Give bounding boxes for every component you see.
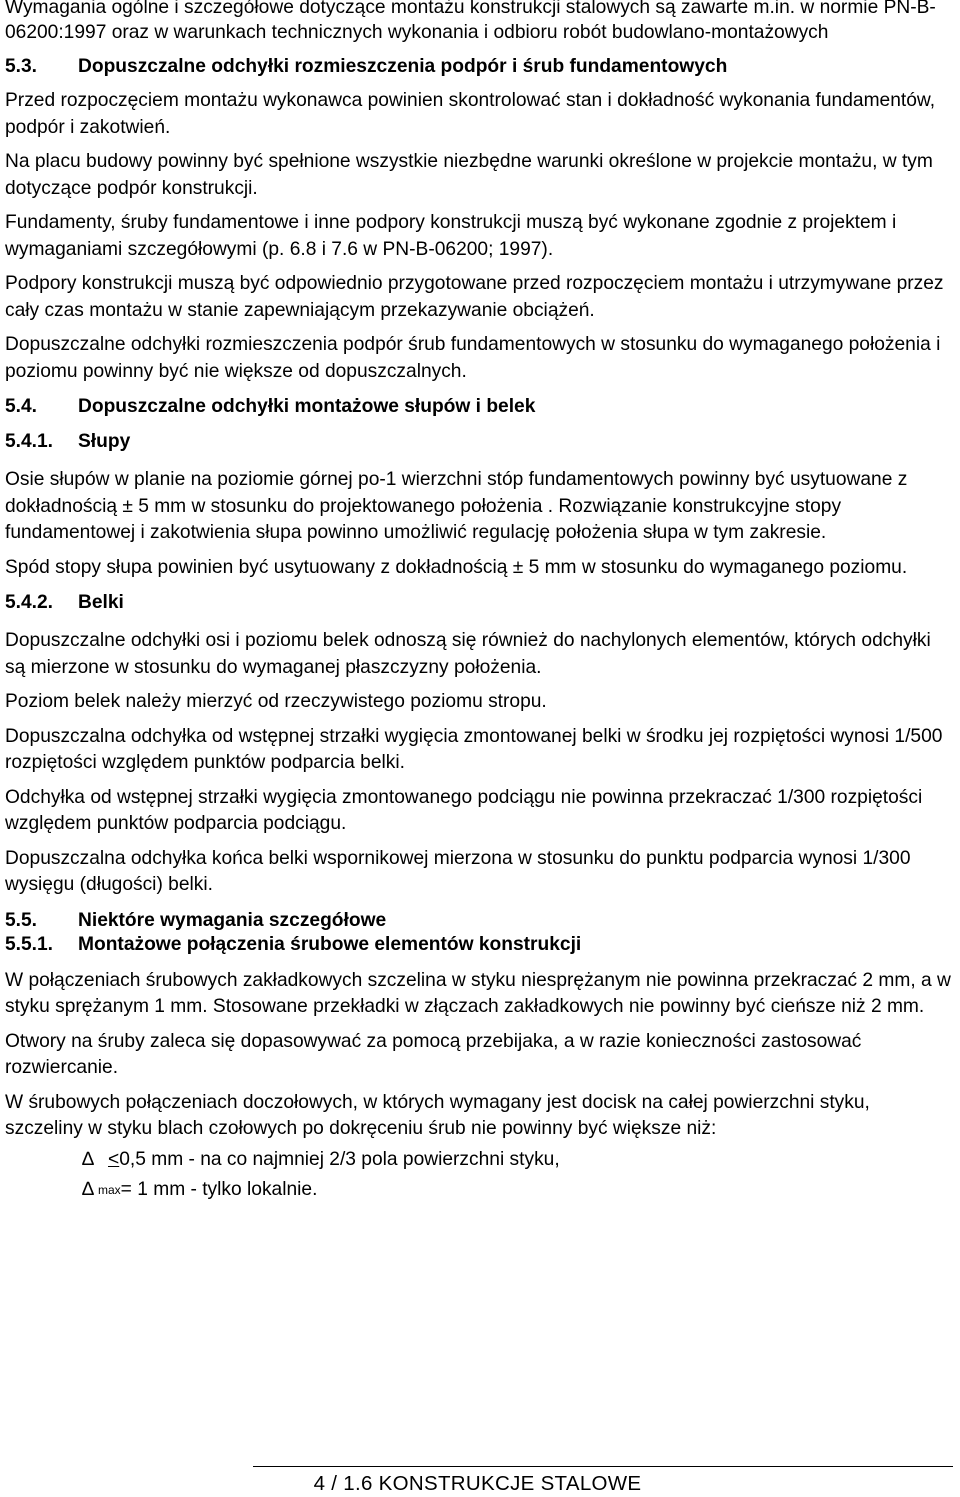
less-equal-sign: < <box>108 1148 120 1170</box>
heading-5-5 <box>5 907 953 934</box>
tolerance-text: 0,5 mm - na co najmniej 2/3 pola powierzchni styku, <box>119 1148 560 1170</box>
paragraph: Spód stopy słupa powinien być usytuowany z dokładnością ± 5 mm w stosunku do wymaganego poziomu. <box>5 556 908 578</box>
paragraph: Na placu budowy powinny być spełnione wszystkie niezbędne warunki określone w projekcie montażu, w tym dotyczące podpór konstrukcji. <box>5 151 933 199</box>
heading-5-4-2 <box>5 589 953 616</box>
heading-title: Montażowe połączenia śrubowe elementów konstrukcji <box>78 933 582 955</box>
heading-title: Niektóre wymagania szczegółowe <box>78 909 387 931</box>
heading-5-3 <box>5 53 953 80</box>
heading-5-5-1 <box>5 934 953 956</box>
tolerance-item <box>78 1147 953 1173</box>
heading-number: 5.3. <box>5 56 38 77</box>
heading-5-4-1 <box>5 428 953 455</box>
footer-divider <box>253 1466 953 1467</box>
subscript-max: max <box>98 1182 121 1197</box>
document-page <box>5 0 953 1203</box>
paragraph: Odchyłka od wstępnej strzałki wygięcia zmontowanego podciągu nie powinna przekraczać 1/300 rozpiętości względem punktów podparcia podciągu. <box>5 786 923 834</box>
heading-number: 5.5.1. <box>5 933 54 955</box>
paragraph: Dopuszczalna odchyłka od wstępnej strzałki wygięcia zmontowanej belki w środku jej rozpiętości wynosi 1/500 rozpiętości względem punktów podparcia belki. <box>5 725 943 773</box>
heading-title: Słupy <box>78 431 131 452</box>
heading-title: Dopuszczalne odchyłki rozmieszczenia podpór i śrub fundamentowych <box>78 56 728 77</box>
heading-title: Dopuszczalne odchyłki montażowe słupów i belek <box>78 396 536 417</box>
heading-number: 5.4.1. <box>5 431 54 452</box>
heading-number: 5.4. <box>5 396 38 417</box>
tolerance-text: = 1 mm - tylko lokalnie. <box>120 1178 318 1200</box>
paragraph: Fundamenty, śruby fundamentowe i inne podpory konstrukcji muszą być wykonane zgodnie z projektem i wymaganiami szczegółowymi (p. 6.8 i 7.6 w PN-B-06200; 1997). <box>5 212 897 260</box>
paragraph: Otwory na śruby zaleca się dopasowywać za pomocą przebijaka, a w razie konieczności zastosować rozwiercanie. <box>5 1030 862 1078</box>
paragraph: Osie słupów w planie na poziomie górnej po-1 wierzchni stóp fundamentowych powinny być usytuowane z dokładnością ± 5 mm w stosunku do projektowanego położenia . Rozwiązanie konstrukcyjne stopy fundamentowej i zakotwienia słupa powinno umożliwić regulację położenia słupa w tym zakresie. <box>5 469 908 543</box>
paragraph: Dopuszczalne odchyłki rozmieszczenia podpór śrub fundamentowych w stosunku do wymaganego położenia i poziomu powinny być nie większe od dopuszczalnych. <box>5 334 941 382</box>
heading-5-4 <box>5 393 953 420</box>
delta-symbol: ∆ <box>82 1148 94 1170</box>
heading-number: 5.4.2. <box>5 592 54 613</box>
tolerance-item <box>78 1177 953 1203</box>
paragraph: W śrubowych połączeniach doczołowych, w których wymagany jest docisk na całej powierzchni styku, szczeliny w styku blach czołowych po dokręceniu śrub nie powinny być większe niż: <box>5 1091 870 1139</box>
paragraph: Dopuszczalne odchyłki osi i poziomu belek odnoszą się również do nachylonych elementów, których odchyłki są mierzone w stosunku do wymaganej płaszczyzny położenia. <box>5 630 931 678</box>
paragraph: Przed rozpoczęciem montażu wykonawca powinien skontrolować stan i dokładność wykonania fundamentów, podpór i zakotwień. <box>5 90 936 138</box>
paragraph: W połączeniach śrubowych zakładkowych szczelina w styku niesprężanym nie powinna przekraczać 2 mm, a w styku sprężanym 1 mm. Stosowane przekładki w złączach zakładkowych nie powinny być cieńsze niż 2 mm. <box>5 969 951 1017</box>
paragraph: Podpory konstrukcji muszą być odpowiednio przygotowane przed rozpoczęciem montażu i utrzymywane przez cały czas montażu w stanie zapewniającym przekazywanie obciążeń. <box>5 273 944 321</box>
heading-number: 5.5. <box>5 909 38 931</box>
delta-symbol: ∆ <box>82 1178 94 1200</box>
paragraph: Dopuszczalna odchyłka końca belki wspornikowej mierzona w stosunku do punktu podparcia wynosi 1/300 wysięgu (długości) belki. <box>5 847 911 895</box>
heading-title: Belki <box>78 592 124 613</box>
intro-paragraph: Wymagania ogólne i szczegółowe dotyczące montażu konstrukcji stalowych są zawarte m.in. w normie PN-B-06200:1997 oraz w warunkach technicznych wykonania i odbioru robót budowlano-montażowych <box>5 0 936 43</box>
footer-text: 4 / 1.6 KONSTRUKCJE STALOWE <box>313 1472 642 1495</box>
page-footer <box>0 1470 955 1497</box>
paragraph: Poziom belek należy mierzyć od rzeczywistego poziomu stropu. <box>5 691 547 712</box>
